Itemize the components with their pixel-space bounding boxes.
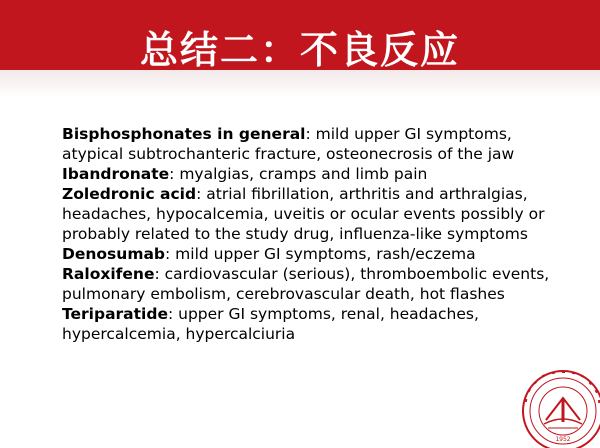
seal-year: 1952	[555, 436, 571, 443]
list-item	[62, 304, 562, 344]
drug-name: Raloxifene	[62, 265, 155, 283]
adverse-effects: : mild upper GI symptoms, rash/eczema	[165, 245, 476, 263]
drug-name: Zoledronic acid	[62, 185, 197, 203]
list-item	[62, 244, 562, 264]
adverse-effects-list	[62, 124, 562, 344]
drug-name: Ibandronate	[62, 165, 170, 183]
drug-name: Bisphosphonates in general	[62, 125, 306, 143]
list-item	[62, 164, 562, 184]
adverse-effects: : atrial fibrillation, arthritis and arthralgias, headaches, hypocalcemia, uveitis or ocular events possibly or probably related to the study drug, influenza-like symptoms	[62, 185, 545, 243]
list-item	[62, 184, 562, 244]
adverse-effects: : mild upper GI symptoms, atypical subtrochanteric fracture, osteonecrosis of the jaw	[62, 125, 515, 163]
university-seal-icon	[520, 368, 600, 448]
adverse-effects: : cardiovascular (serious), thromboembolic events, pulmonary embolism, cerebrovascular death, hot flashes	[62, 265, 550, 303]
adverse-effects: : upper GI symptoms, renal, headaches, hypercalcemia, hypercalciuria	[62, 305, 479, 343]
slide-title: 总结二：不良反应	[139, 28, 460, 72]
list-item	[62, 264, 562, 304]
drug-name: Denosumab	[62, 245, 166, 263]
list-item	[62, 124, 562, 164]
adverse-effects: : myalgias, cramps and limb pain	[169, 165, 428, 183]
drug-name: Teriparatide	[62, 305, 168, 323]
